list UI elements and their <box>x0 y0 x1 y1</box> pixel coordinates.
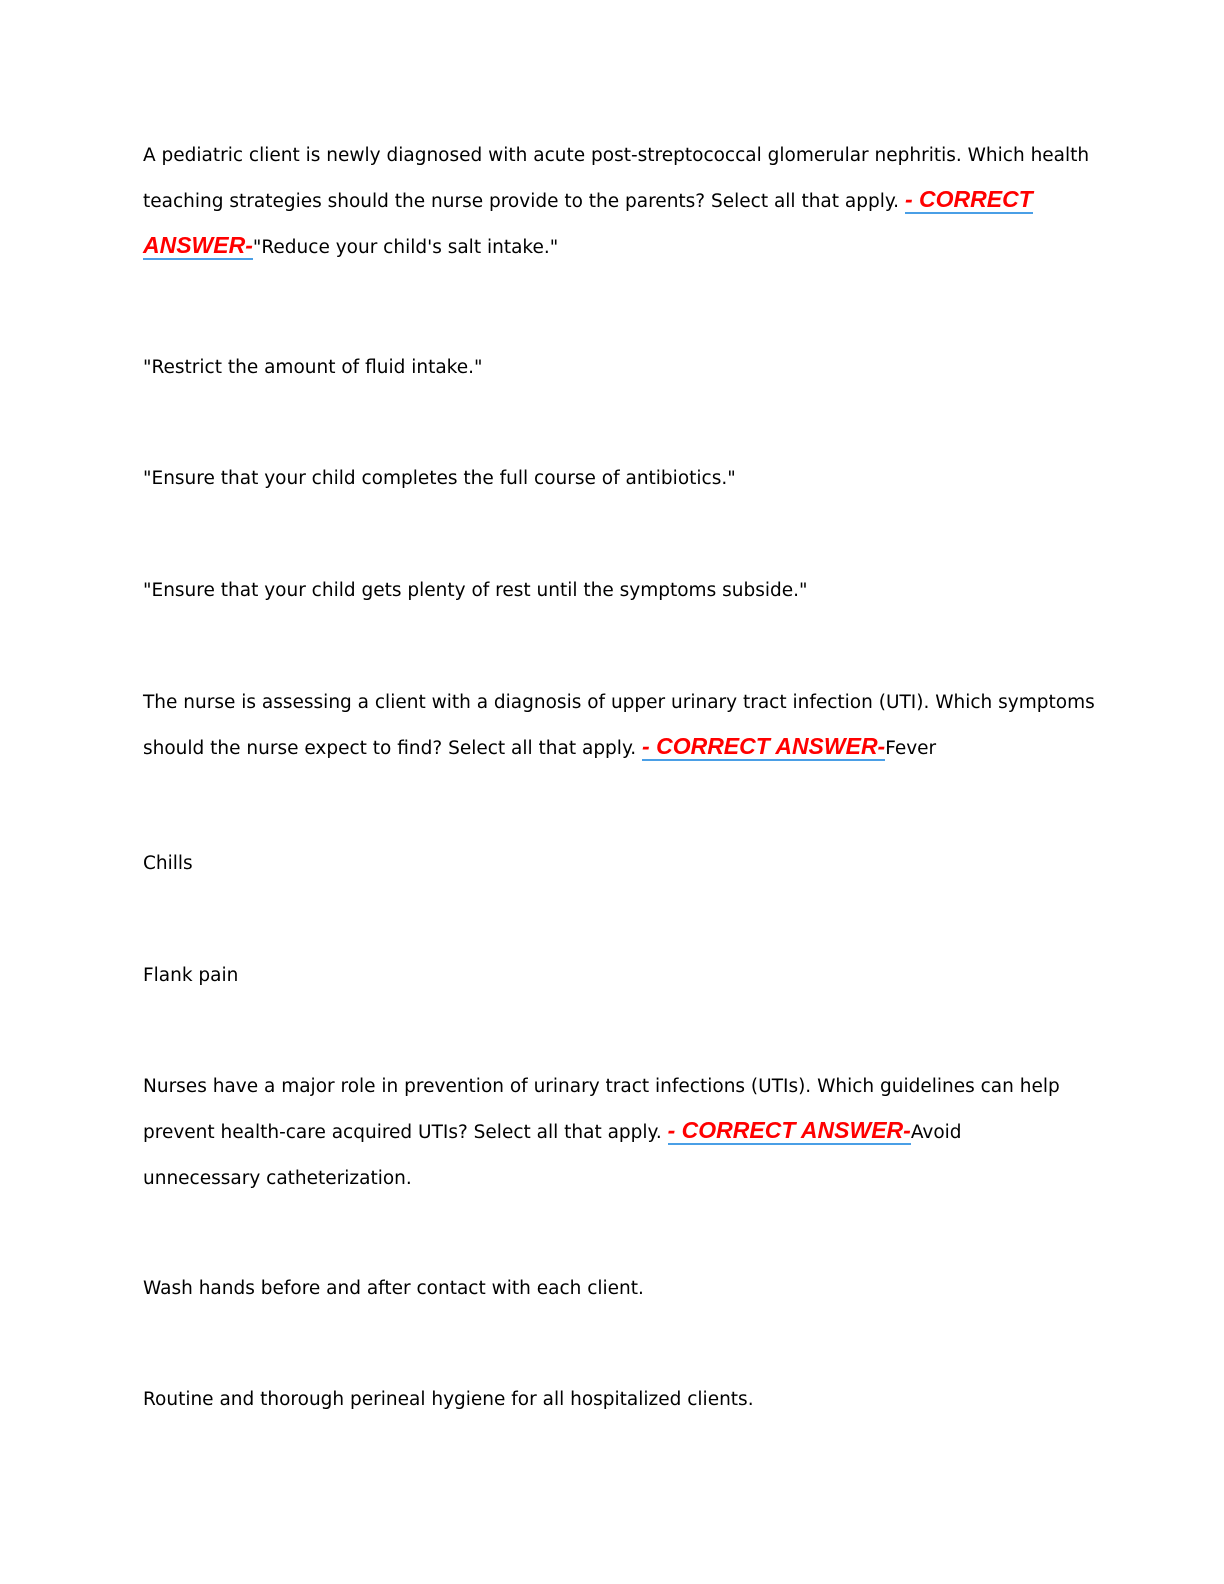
correct-answer-marker: - CORRECT ANSWER- <box>667 1117 911 1143</box>
answer-item: Routine and thorough perineal hygiene for all hospitalized clients. <box>143 1389 754 1410</box>
answer-item: "Restrict the amount of fluid intake." <box>143 357 483 378</box>
question-3-text: prevent health-care acquired UTIs? Select all that apply. <box>143 1122 662 1143</box>
question-3 <box>143 1064 1063 1202</box>
answer-text: "Reduce your child's salt intake." <box>252 237 559 258</box>
question-2 <box>143 680 1095 772</box>
question-1-line-1: A pediatric client is newly diagnosed with acute post-streptococcal glomerular nephritis. Which health <box>143 145 1090 166</box>
question-2-line-1: The nurse is assessing a client with a diagnosis of upper urinary tract infection (UTI). Which symptoms <box>143 692 1095 713</box>
correct-answer-marker: - CORRECT <box>904 186 1033 212</box>
question-3-line-3: unnecessary catheterization. <box>143 1168 412 1189</box>
answer-item: Chills <box>143 853 193 874</box>
correct-answer-marker: - CORRECT ANSWER- <box>642 733 886 759</box>
question-2-line-2 <box>143 726 1063 772</box>
question-1-line-3 <box>143 225 1063 271</box>
question-3-line-1: Nurses have a major role in prevention of urinary tract infections (UTIs). Which guidelines can help <box>143 1076 1060 1097</box>
answer-item: "Ensure that your child completes the full course of antibiotics." <box>143 468 736 489</box>
answer-item: Wash hands before and after contact with each client. <box>143 1278 644 1299</box>
question-1-line-2 <box>143 179 1063 225</box>
question-1 <box>143 133 1090 271</box>
question-1-text: teaching strategies should the nurse provide to the parents? Select all that apply. <box>143 191 900 212</box>
answer-text: Avoid <box>910 1122 962 1143</box>
question-3-line-2 <box>143 1110 1063 1156</box>
answer-item: "Ensure that your child gets plenty of rest until the symptoms subside." <box>143 580 808 601</box>
answer-text: Fever <box>885 738 937 759</box>
correct-answer-marker: ANSWER- <box>143 232 253 258</box>
answer-item: Flank pain <box>143 965 239 986</box>
question-2-text: should the nurse expect to find? Select all that apply. <box>143 738 637 759</box>
